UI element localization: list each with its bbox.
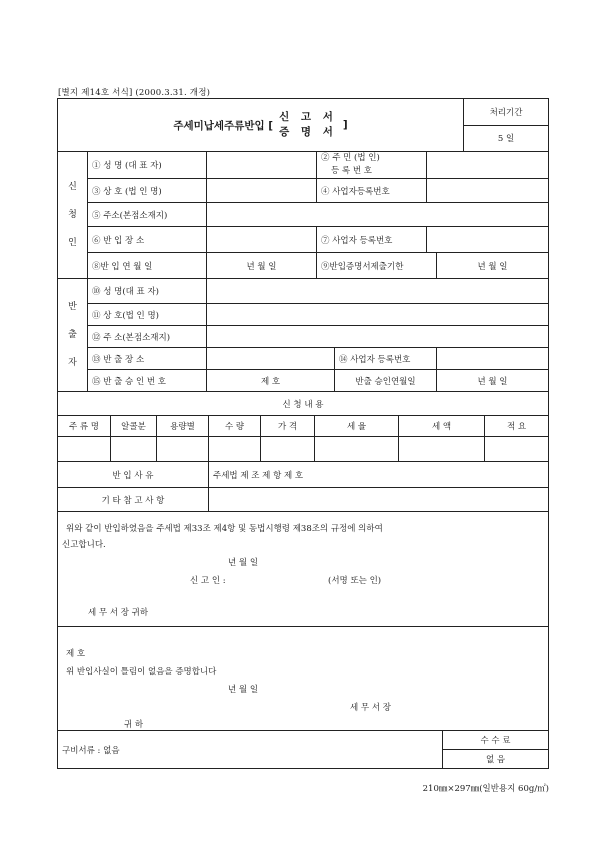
- declaration-block: [58, 511, 548, 626]
- applicant-address-label: ⑤ 주소(본점소재지): [92, 210, 168, 221]
- shipper-name-label: ⑩ 성 명(대 표 자): [92, 287, 159, 297]
- col-alcohol: 알콜분: [110, 416, 156, 436]
- shipper-approval-field[interactable]: 제 호: [206, 370, 334, 391]
- request-title: 신 청 내 용: [282, 399, 324, 410]
- certification-office: 세 무 서 장: [350, 703, 391, 713]
- request-data-row: [58, 436, 548, 461]
- col-quantity: 수 량: [208, 416, 260, 436]
- applicant-name-label: ① 성 명 (대 표 자): [92, 161, 162, 171]
- request-cell[interactable]: [260, 437, 314, 461]
- applicant-bizno-label: ④ 사업자등록번호: [316, 179, 426, 202]
- request-cell[interactable]: [314, 437, 398, 461]
- required-docs: 구비서류 : 없음: [62, 745, 120, 756]
- title-option-certificate: 증 명 서: [279, 126, 337, 138]
- declaration-form: [57, 98, 549, 769]
- paper-spec: 210㎜×297㎜(일반용지 60g/㎡): [422, 784, 549, 794]
- shipper-bizno-field[interactable]: [436, 348, 548, 369]
- applicant-address-field[interactable]: [206, 203, 548, 226]
- shipper-company-field[interactable]: [206, 304, 548, 325]
- applicant-company-label: ③ 상 호 (법 인 명): [92, 186, 162, 197]
- title-prefix: 주세미납세주류반입 [: [173, 119, 274, 132]
- processing-period-label: 처리기간: [489, 107, 523, 118]
- shipper-section-label: 반 출 자: [58, 279, 88, 391]
- form-number: [별지 제14호 서식] (2000.3.31. 개정): [58, 88, 211, 98]
- shipper-address-label: ⑫ 주 소(본점소재지): [92, 332, 171, 343]
- applicant-bizno-field[interactable]: [426, 179, 548, 202]
- reason-field[interactable]: 주세법 제 조 제 항 제 호: [208, 462, 548, 487]
- declaration-addressee: 세 무 서 장 귀하: [88, 608, 149, 618]
- certification-addressee: 귀 하: [124, 720, 144, 730]
- processing-period-value: 5 일: [464, 125, 548, 152]
- declaration-line2: 신고합니다.: [62, 540, 106, 550]
- fee-label: 수 수 료: [480, 736, 511, 746]
- fee-box: [442, 731, 548, 768]
- col-price: 가 격: [260, 416, 314, 436]
- cert-deadline-field[interactable]: 년 월 일: [436, 253, 548, 278]
- shipper-address-field[interactable]: [206, 326, 548, 347]
- import-date-label: ⑧반 입 연 월 일: [92, 261, 153, 272]
- title-option-report: 신 고 서: [279, 111, 337, 123]
- col-liquor-name: 주 류 명: [68, 422, 100, 432]
- cert-deadline-label: ⑨반입증명서제출기한: [316, 253, 436, 278]
- certification-number[interactable]: 제 호: [66, 649, 86, 659]
- notes-field[interactable]: [208, 488, 548, 511]
- request-header-row: [58, 415, 548, 436]
- shipper-bizno-label: ⑭ 사업자 등록번호: [334, 348, 436, 369]
- applicant-bizno2-label: ⑦ 사업자 등록번호: [316, 227, 426, 252]
- declarant-label: 신 고 인 :: [190, 576, 226, 586]
- certification-date[interactable]: 년 월 일: [228, 685, 259, 695]
- declarant-sign[interactable]: (서명 또는 인): [328, 576, 382, 586]
- shipper-company-label: ⑪ 상 호(법 인 명): [92, 310, 159, 321]
- import-place-label: ⑥ 반 입 장 소: [92, 235, 145, 246]
- notes-label: 기 타 참 고 사 항: [101, 495, 165, 506]
- request-cell[interactable]: [156, 437, 208, 461]
- request-cell[interactable]: [110, 437, 156, 461]
- request-cell[interactable]: [398, 437, 484, 461]
- certification-block: [58, 626, 548, 730]
- applicant-bizno2-field[interactable]: [426, 227, 548, 252]
- col-tax-rate: 세 율: [314, 416, 398, 436]
- declaration-date[interactable]: 년 월 일: [228, 558, 259, 568]
- shipper-place-field[interactable]: [206, 348, 334, 369]
- shipper-section: [58, 278, 548, 391]
- shipper-approval-date-field[interactable]: 년 월 일: [436, 370, 548, 391]
- reason-label: 반 입 사 유: [112, 470, 154, 481]
- title-suffix: ]: [342, 119, 348, 131]
- applicant-section: [58, 151, 548, 278]
- applicant-rrn-field[interactable]: [426, 152, 548, 178]
- request-cell[interactable]: [484, 437, 548, 461]
- request-cell[interactable]: [208, 437, 260, 461]
- col-remarks: 적 요: [484, 416, 548, 436]
- applicant-rrn-label: ② 주 민 (법 인) 등 록 번 호: [316, 152, 426, 178]
- applicant-section-label: 신 청 인: [58, 152, 88, 278]
- shipper-place-label: ⑬ 반 출 장 소: [92, 354, 145, 365]
- shipper-name-field[interactable]: [206, 279, 548, 303]
- import-place-field[interactable]: [206, 227, 316, 252]
- shipper-approval-date-label: 반출 승인연월일: [334, 370, 436, 391]
- request-cell[interactable]: [58, 437, 110, 461]
- applicant-name-field[interactable]: [206, 152, 316, 178]
- import-date-field[interactable]: 년 월 일: [206, 253, 316, 278]
- certification-text: 위 반입사실이 틀림이 없음을 증명합니다: [66, 667, 217, 677]
- applicant-company-field[interactable]: [206, 179, 316, 202]
- declaration-line1: 위와 같이 반입하였음을 주세법 제33조 제4항 및 동법시행령 제38조의 규정에 의하여: [66, 524, 383, 534]
- shipper-approval-label: ⑮ 반 출 승 인 번 호: [92, 376, 166, 387]
- processing-period: [463, 99, 548, 151]
- col-tax-amount: 세 액: [398, 416, 484, 436]
- form-header: [58, 99, 548, 151]
- form-title: [58, 99, 463, 151]
- fee-value: 없 음: [443, 749, 548, 768]
- col-volume: 용량별: [156, 416, 208, 436]
